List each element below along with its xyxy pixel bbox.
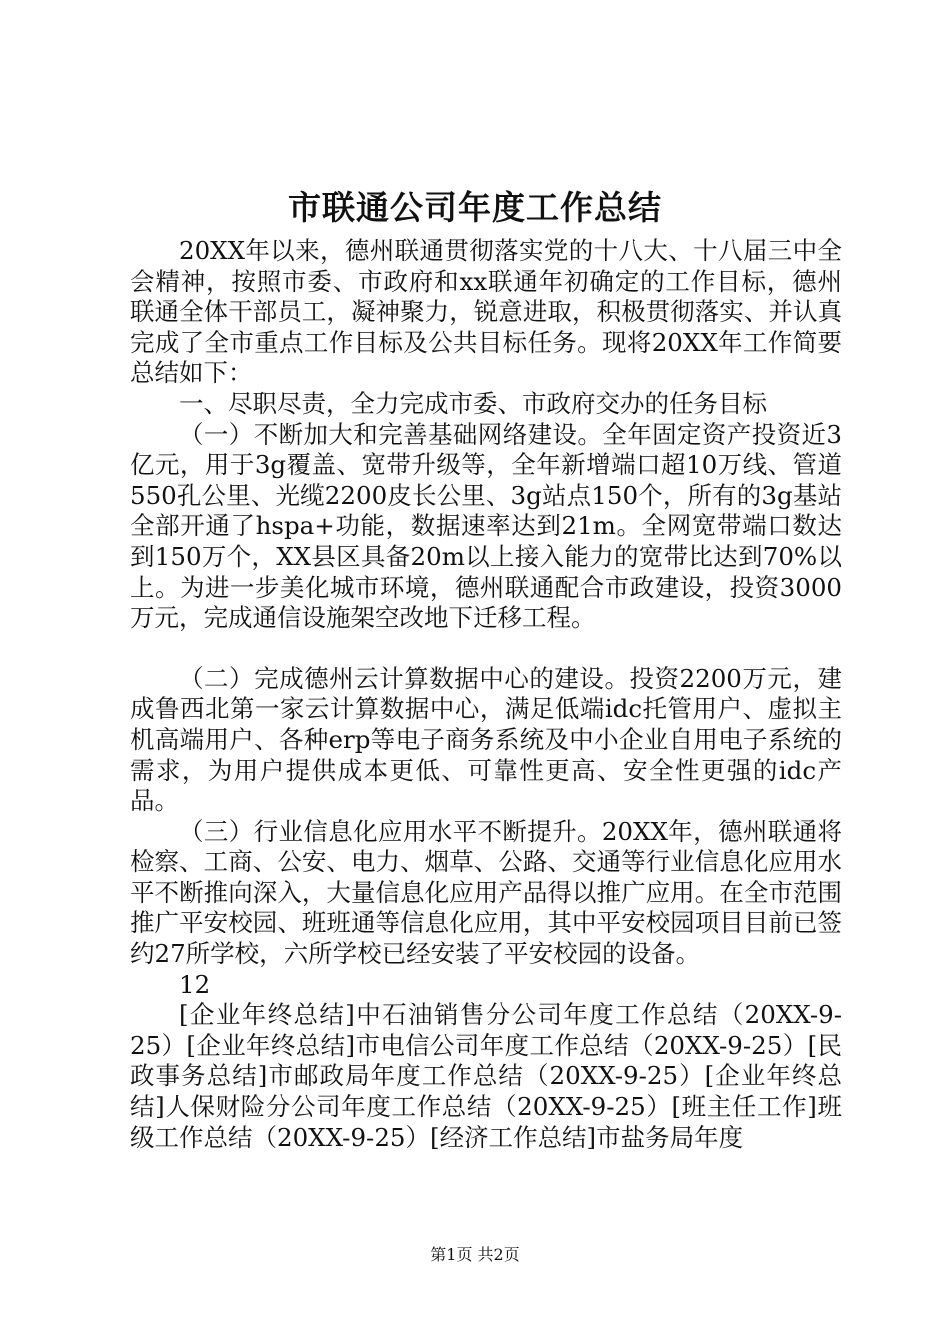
page-title: 市联通公司年度工作总结 xyxy=(288,188,662,227)
page-marker: 12 xyxy=(179,969,211,999)
paragraph-industry: （三）行业信息化应用水平不断提升。20XX年，德州联通将检察、工商、公安、电力、烟草、公路、交通等行业信息化应用水平不断推向深入，大量信息化应用产品得以推广应用。在全市范围推广平安校园、班班通等信息化应用，其中平安校园项目目前已签约27所学校，六所学校已经安装了平安校园的设备。 xyxy=(130,816,842,969)
page-footer: 第1页 共2页 xyxy=(430,1245,520,1264)
related-links[interactable]: [企业年终总结]中石油销售分公司年度工作总结（20XX-9-25）[企业年终总结]市电信公司年度工作总结（20XX-9-25）[民政事务总结]市邮政局年度工作总结（20XX-9-25）[企业年终总结]人保财险分公司年度工作总结（20XX-9-25）[班主任工作]班级工作总结（20XX-9-25）[经济工作总结]市盐务局年度 xyxy=(130,1000,842,1152)
paragraph-cloud: （二）完成德州云计算数据中心的建设。投资2200万元，建成鲁西北第一家云计算数据中心，满足低端idc托管用户、虚拟主机高端用户、各种erp等电子商务系统及中小企业自用电子系统的需求，为用户提供成本更低、可靠性更高、安全性更强的idc产品。 xyxy=(130,663,842,816)
section-heading: 一、尽职尽责，全力完成市委、市政府交办的任务目标 xyxy=(179,388,767,418)
document-body xyxy=(130,236,842,1153)
paragraph-network: （一）不断加大和完善基础网络建设。全年固定资产投资近3亿元，用于3g覆盖、宽带升级等，全年新增端口超10万线、管道550孔公里、光缆2200皮长公里、3g站点150个，所有的3g基站全部开通了hspa+功能，数据速率达到21m。全网宽带端口数达到150万个，XX县区具备20m以上接入能力的宽带比达到70%以上。为进一步美化城市环境，德州联通配合市政建设，投资3000万元，完成通信设施架空改地下迁移工程。 xyxy=(130,419,842,633)
paragraph-intro: 20XX年以来，德州联通贯彻落实党的十八大、十八届三中全会精神，按照市委、市政府和xx联通年初确定的工作目标，德州联通全体干部员工，凝神聚力，锐意进取，积极贯彻落实、并认真完成了全市重点工作目标及公共目标任务。现将20XX年工作简要总结如下： xyxy=(130,236,842,388)
